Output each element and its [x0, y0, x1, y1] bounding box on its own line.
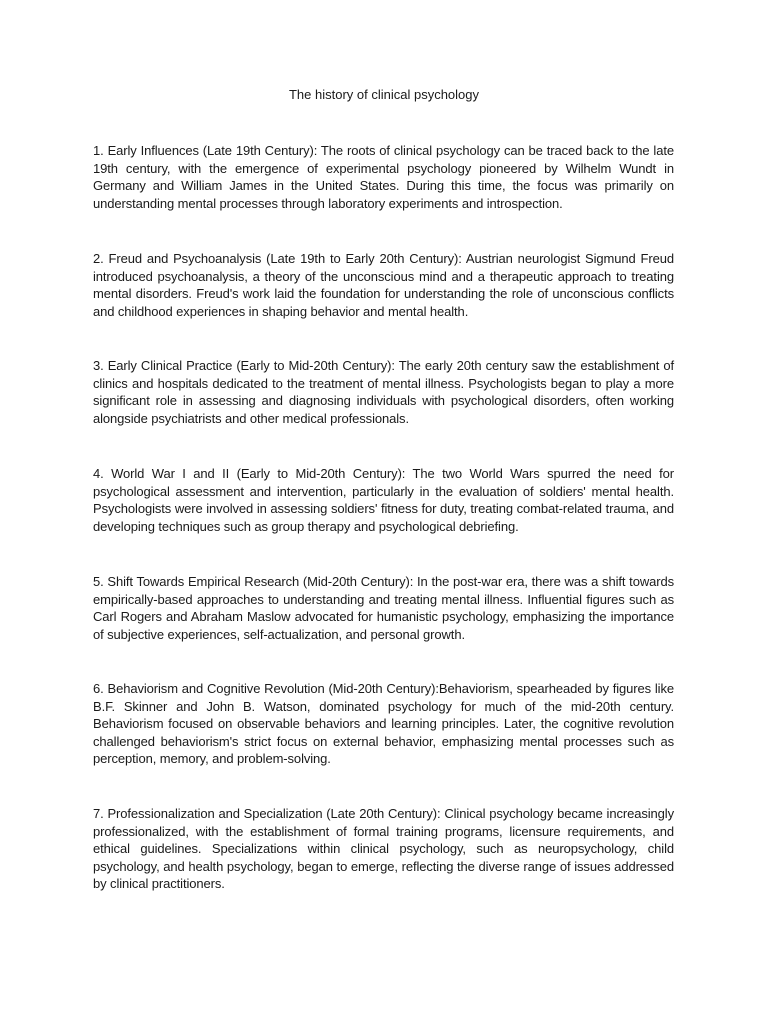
paragraph-professionalization: 7. Professionalization and Specialization (Late 20th Century): Clinical psychology became increasingly professionalized, with the establishment of formal training programs, licensure requirements, and ethical guidelines. Specializations within clinical psychology, such as neuropsychology, child psychology, and health psychology, began to emerge, reflecting the diverse range of issues addressed by clinical practitioners.	[93, 806, 674, 891]
document-title: The history of clinical psychology	[288, 87, 480, 102]
paragraph-empirical-research: 5. Shift Towards Empirical Research (Mid-20th Century): In the post-war era, there was a shift towards empirically-based approaches to understanding and treating mental illness. Influential figures such as Carl Rogers and Abraham Maslow advocated for humanistic psychology, emphasizing the importance of subjective experiences, self-actualization, and personal growth.	[93, 574, 674, 642]
paragraph-early-influences: 1. Early Influences (Late 19th Century): The roots of clinical psychology can be traced back to the late 19th century, with the emergence of experimental psychology pioneered by Wilhelm Wundt in Germany and William James in the United States. During this time, the focus was primarily on understanding mental processes through laboratory experiments and introspection.	[93, 143, 674, 211]
paragraph-freud-psychoanalysis: 2. Freud and Psychoanalysis (Late 19th to Early 20th Century): Austrian neurologist Sigmund Freud introduced psychoanalysis, a theory of the unconscious mind and a therapeutic approach to treating mental disorders. Freud's work laid the foundation for understanding the role of unconscious conflicts and childhood experiences in shaping behavior and mental health.	[93, 251, 674, 319]
paragraph-behaviorism-cognitive: 6. Behaviorism and Cognitive Revolution (Mid-20th Century):Behaviorism, spearheaded by figures like B.F. Skinner and John B. Watson, dominated psychology for much of the mid-20th century. Behaviorism focused on observable behaviors and learning principles. Later, the cognitive revolution challenged behaviorism's strict focus on external behavior, emphasizing mental processes such as perception, memory, and problem-solving.	[93, 681, 674, 766]
paragraph-early-clinical-practice: 3. Early Clinical Practice (Early to Mid-20th Century): The early 20th century saw the establishment of clinics and hospitals dedicated to the treatment of mental illness. Psychologists began to play a more significant role in assessing and diagnosing individuals with psychological disorders, often working alongside psychiatrists and other medical professionals.	[93, 358, 674, 426]
paragraph-world-wars: 4. World War I and II (Early to Mid-20th Century): The two World Wars spurred the need for psychological assessment and intervention, particularly in the evaluation of soldiers' mental health. Psychologists were involved in assessing soldiers' fitness for duty, treating combat-related trauma, and developing techniques such as group therapy and psychological debriefing.	[93, 466, 674, 534]
